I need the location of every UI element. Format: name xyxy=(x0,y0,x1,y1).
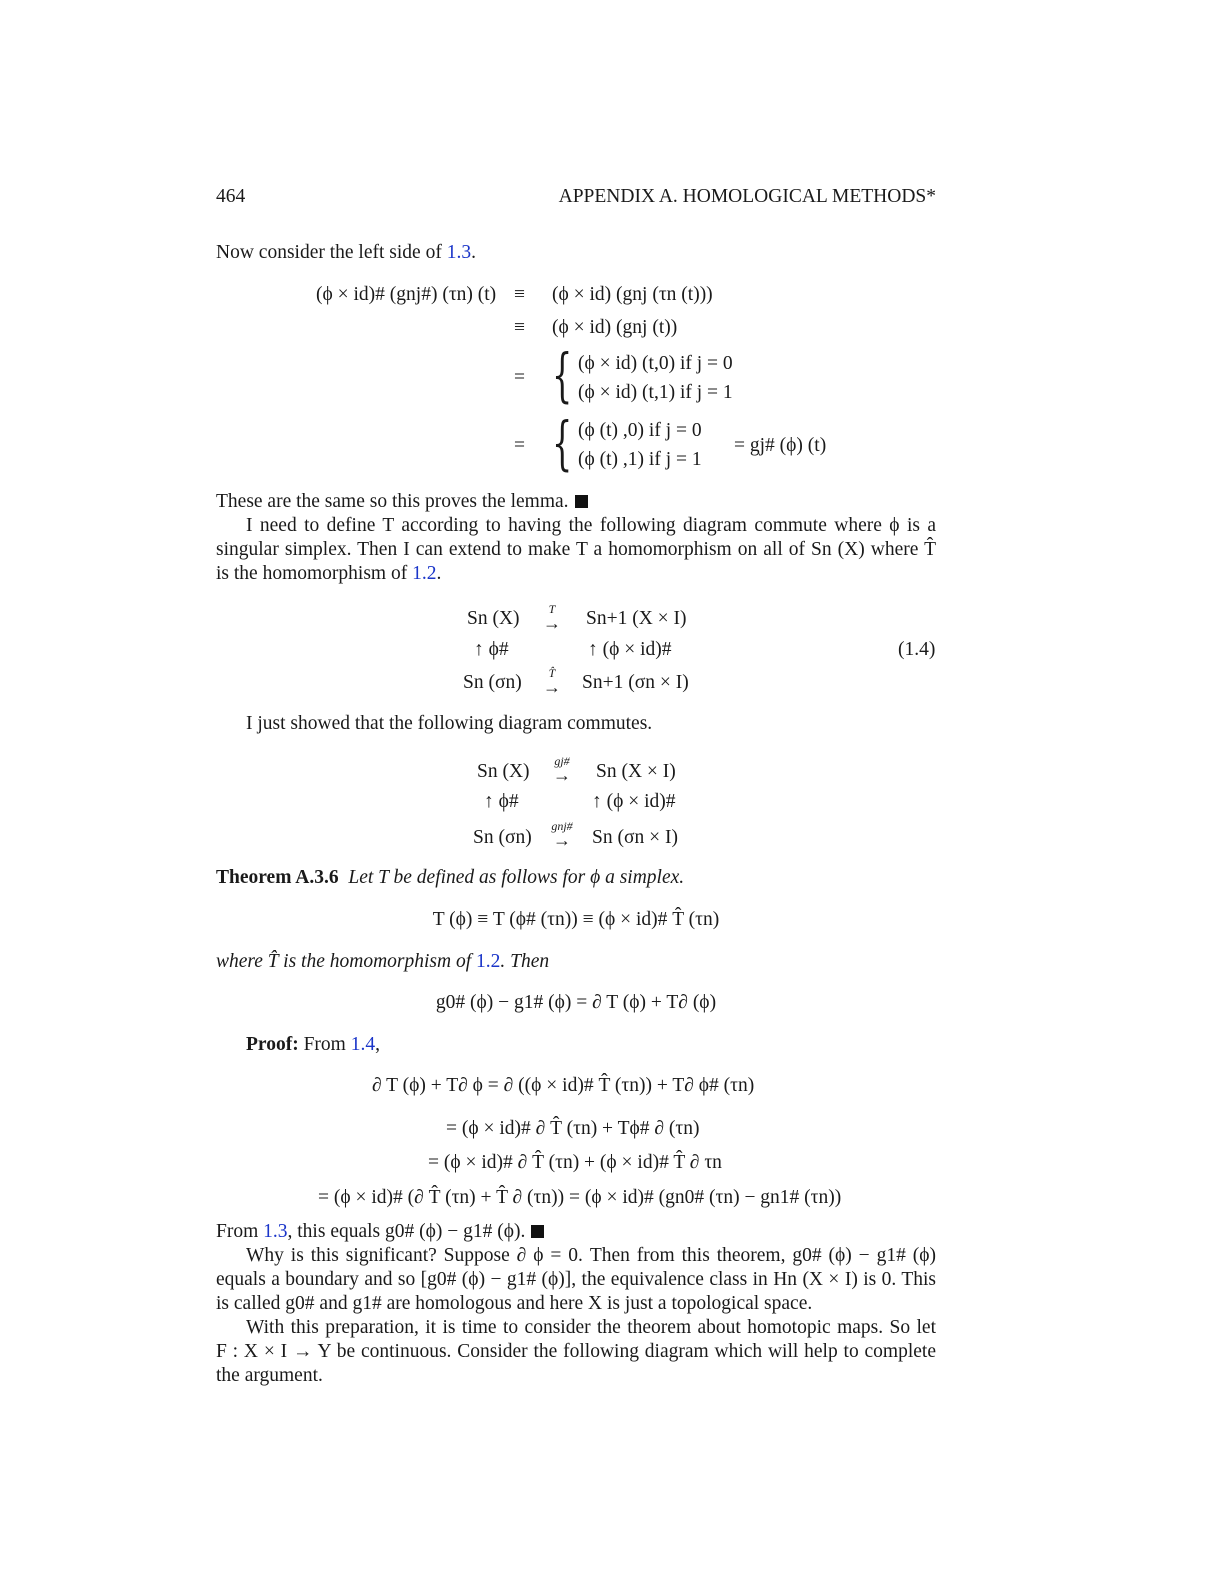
eq-case-3a: (ϕ × id) (t,0) if j = 0 xyxy=(578,353,733,374)
proof-equation-4: = (ϕ × id)# (∂ T̂ (τn) + T̂ ∂ (τn)) = (ϕ × id)# (gn0# (τn) − gn1# (τn)) xyxy=(318,1187,842,1208)
paragraph-line: the argument. xyxy=(216,1365,323,1386)
diagram-arrow: gj# → xyxy=(553,754,571,785)
diagram-node: Sn (σn) xyxy=(463,672,522,693)
paragraph-line: I need to define T according to having the following diagram commute where ϕ is a xyxy=(246,515,936,536)
diagram-map: ↑ (ϕ × id)# xyxy=(588,639,672,660)
theorem-equation-2: g0# (ϕ) − g1# (ϕ) = ∂ T (ϕ) + T∂ (ϕ) xyxy=(435,992,717,1013)
proof-equation-2: = (ϕ × id)# ∂ T̂ (τn) + Tϕ# ∂ (τn) xyxy=(446,1118,700,1139)
proof-equation-1: ∂ T (ϕ) + T∂ ϕ = ∂ ((ϕ × id)# T̂ (τn)) + T∂ ϕ# (τn) xyxy=(372,1075,755,1096)
proof-end: From 1.3, this equals g0# (ϕ) − g1# (ϕ). xyxy=(216,1220,936,1244)
theorem-statement: Theorem A.3.6 Let T be defined as follows for ϕ a simplex. xyxy=(216,867,685,888)
qed-square-icon xyxy=(531,1225,544,1238)
eq-rhs-1: (ϕ × id) (gnj (τn (t))) xyxy=(552,284,713,305)
ref-link[interactable]: 1.2 xyxy=(412,563,437,584)
left-brace: { xyxy=(552,409,573,477)
qed-square-icon xyxy=(575,495,588,508)
eq-rel-4: = xyxy=(514,435,525,456)
paragraph-line: F : X × I → Y be continuous. Consider the following diagram which will help to complete xyxy=(216,1341,936,1362)
diagram-node: Sn+1 (X × I) xyxy=(586,608,687,629)
lemma-conclusion: These are the same so this proves the lemma. xyxy=(216,490,936,514)
equation-number: (1.4) xyxy=(898,639,936,660)
diagram-arrow: T̂ → xyxy=(543,666,561,697)
diagram-map: ↑ ϕ# xyxy=(484,791,519,812)
eq-rhs-2: (ϕ × id) (gnj (t)) xyxy=(552,317,678,338)
paragraph-line: singular simplex. Then I can extend to make T a homomorphism on all of Sn (X) where T̂ xyxy=(216,539,936,560)
intro-line: Now consider the left side of 1.3. xyxy=(216,242,476,263)
eq-rel-2: ≡ xyxy=(514,317,525,338)
ref-link[interactable]: 1.4 xyxy=(350,1034,376,1055)
page-number: 464 xyxy=(216,186,246,207)
eq-case-4b: (ϕ (t) ,1) if j = 1 xyxy=(578,449,702,470)
theorem-where: where T̂ is the homomorphism of 1.2. Then xyxy=(216,951,550,972)
eq-tail-4: = gj# (ϕ) (t) xyxy=(734,435,827,456)
diagram-map: ↑ ϕ# xyxy=(474,639,509,660)
ref-link[interactable]: 1.3 xyxy=(446,242,472,263)
eq-lhs: (ϕ × id)# (gnj#) (τn) (t) xyxy=(316,284,497,305)
running-title: APPENDIX A. HOMOLOGICAL METHODS* xyxy=(558,186,936,207)
paragraph-line: I just showed that the following diagram commutes. xyxy=(246,713,653,734)
paragraph-line: is called g0# and g1# are homologous and here X is just a topological space. xyxy=(216,1293,813,1314)
diagram-map: ↑ (ϕ × id)# xyxy=(592,791,676,812)
diagram-arrow: gnj# → xyxy=(551,819,573,850)
eq-rel-1: ≡ xyxy=(514,284,525,305)
diagram-node: Sn+1 (σn × I) xyxy=(582,672,689,693)
diagram-node: Sn (σn) xyxy=(473,827,532,848)
diagram-node: Sn (σn × I) xyxy=(592,827,678,848)
eq-rel-3: = xyxy=(514,367,525,388)
left-brace: { xyxy=(552,341,573,409)
ref-link[interactable]: 1.2 xyxy=(476,951,501,972)
theorem-equation-1: T (ϕ) ≡ T (ϕ# (τn)) ≡ (ϕ × id)# T̂ (τn) xyxy=(432,909,720,930)
proof-equation-3: = (ϕ × id)# ∂ T̂ (τn) + (ϕ × id)# T̂ ∂ τn xyxy=(428,1152,722,1173)
diagram-node: Sn (X) xyxy=(467,608,520,629)
diagram-arrow: T → xyxy=(543,602,561,633)
eq-case-3b: (ϕ × id) (t,1) if j = 1 xyxy=(578,382,733,403)
paragraph-line: Why is this significant? Suppose ∂ ϕ = 0. Then from this theorem, g0# (ϕ) − g1# (ϕ) xyxy=(246,1245,936,1266)
paragraph-line: With this preparation, it is time to consider the theorem about homotopic maps. So let xyxy=(246,1317,936,1338)
diagram-node: Sn (X × I) xyxy=(596,761,676,782)
paragraph-line: is the homomorphism of 1.2. xyxy=(216,563,442,584)
paragraph-line: equals a boundary and so [g0# (ϕ) − g1# (ϕ)], the equivalence class in Hn (X × I) is 0. This xyxy=(216,1269,936,1290)
proof-intro: Proof: From 1.4, xyxy=(246,1034,380,1055)
diagram-node: Sn (X) xyxy=(477,761,530,782)
eq-case-4a: (ϕ (t) ,0) if j = 0 xyxy=(578,420,702,441)
ref-link[interactable]: 1.3 xyxy=(263,1221,288,1242)
